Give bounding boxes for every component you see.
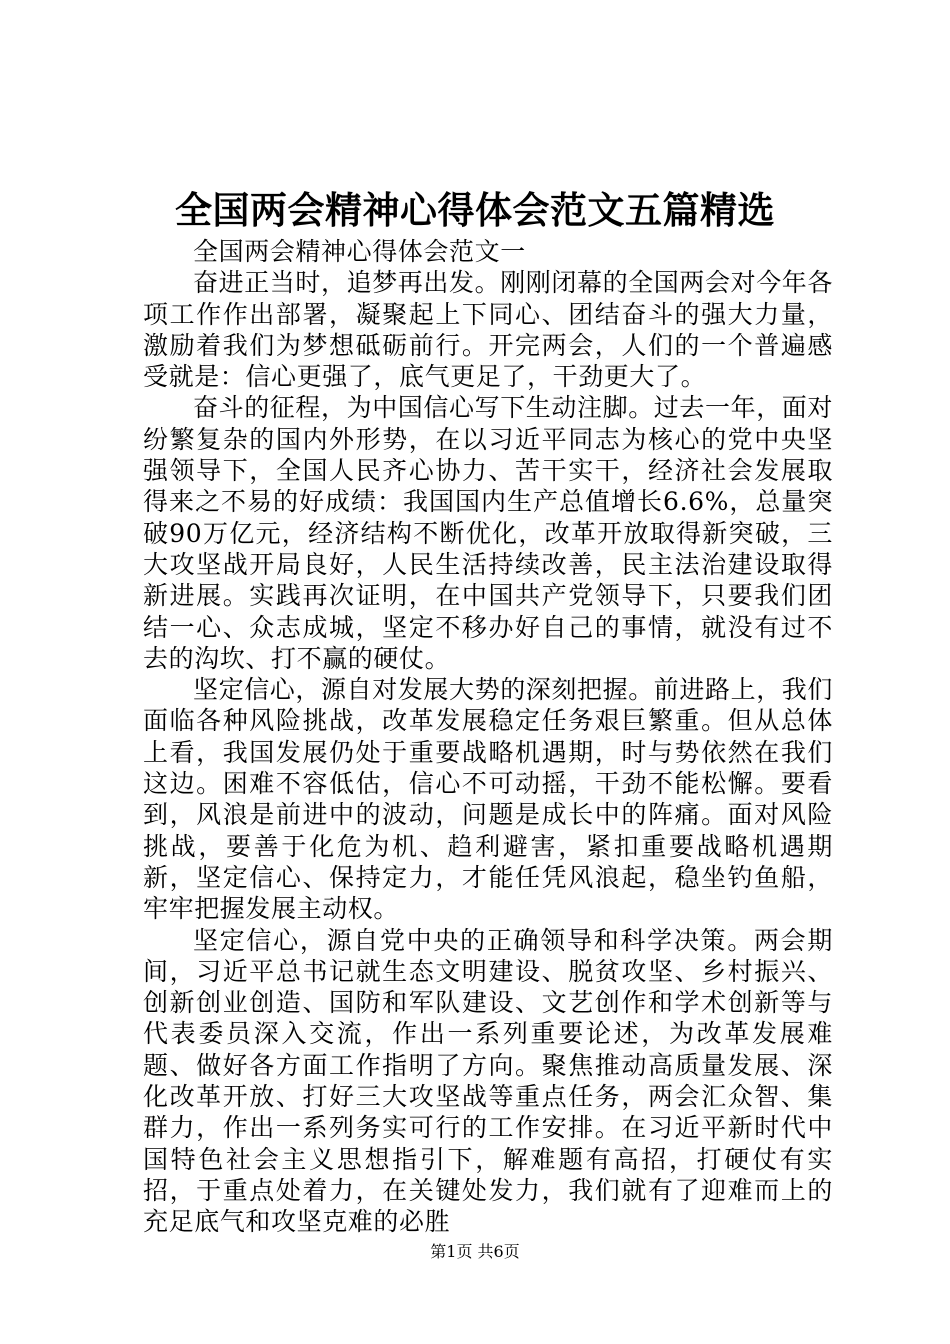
document-title: 全国两会精神心得体会范文五篇精选 (175, 188, 775, 232)
document-body (143, 236, 833, 1238)
paragraph: 奋斗的征程，为中国信心写下生动注脚。过去一年，面对纷繁复杂的国内外形势，在以习近平同志为核心的党中央坚强领导下，全国人民齐心协力、苦干实干，经济社会发展取得来之不易的好成绩：我国国内生产总值增长6.6%，总量突破90万亿元，经济结构不断优化，改革开放取得新突破，三大攻坚战开局良好，人民生活持续改善，民主法治建设取得新进展。实践再次证明，在中国共产党领导下，只要我们团结一心、众志成城，坚定不移办好自己的事情，就没有过不去的沟坎、打不赢的硬仗。 (143, 393, 834, 673)
section-heading: 全国两会精神心得体会范文一 (193, 237, 526, 266)
paragraph: 坚定信心，源自对发展大势的深刻把握。前进路上，我们面临各种风险挑战，改革发展稳定任务艰巨繁重。但从总体上看，我国发展仍处于重要战略机遇期，时与势依然在我们这边。困难不容低估，信心不可动摇，干劲不能松懈。要看到，风浪是前进中的波动，问题是成长中的阵痛。面对风险挑战，要善于化危为机、趋利避害，紧扣重要战略机遇期新，坚定信心、保持定力，才能任凭风浪起，稳坐钓鱼船，牢牢把握发展主动权。 (143, 675, 834, 924)
paragraph: 奋进正当时，追梦再出发。刚刚闭幕的全国两会对今年各项工作作出部署，凝聚起上下同心、团结奋斗的强大力量，激励着我们为梦想砥砺前行。开完两会，人们的一个普遍感受就是：信心更强了，底气更足了，干劲更大了。 (143, 268, 834, 392)
page-footer: 第1页 共6页 (430, 1242, 520, 1261)
paragraph: 坚定信心，源自党中央的正确领导和科学决策。两会期间，习近平总书记就生态文明建设、脱贫攻坚、乡村振兴、创新创业创造、国防和军队建设、文艺创作和学术创新等与代表委员深入交流，作出一系列重要论述，为改革发展难题、做好各方面工作指明了方向。聚焦推动高质量发展、深化改革开放、打好三大攻坚战等重点任务，两会汇众智、集群力，作出一系列务实可行的工作安排。在习近平新时代中国特色社会主义思想指引下，解难题有高招，打硬仗有实招，于重点处着力，在关键处发力，我们就有了迎难而上的充足底气和攻坚克难的必胜 (143, 925, 833, 1237)
